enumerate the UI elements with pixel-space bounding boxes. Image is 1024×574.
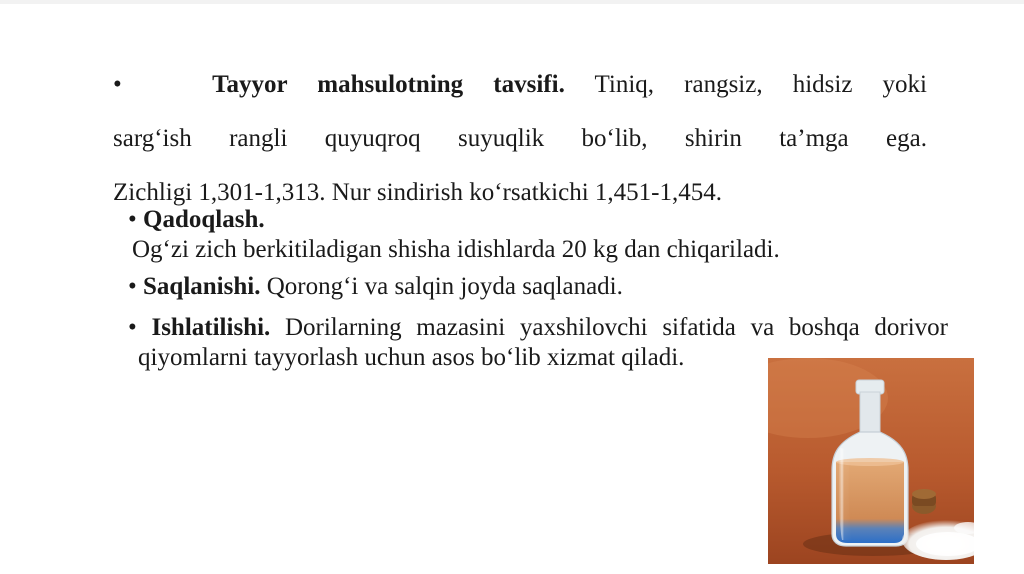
usage-heading: Ishlatilishi. (151, 314, 271, 341)
bullet-marker: • (113, 71, 122, 98)
bullet-description (113, 58, 927, 220)
description-text-1: Tiniq, rangsiz, hidsiz yoki (564, 71, 928, 98)
bullet-marker: • (128, 314, 137, 341)
description-line-1 (113, 58, 927, 112)
bottle-of-syrup-and-sugar-photo (768, 358, 974, 564)
bullet-marker: • (128, 273, 137, 300)
packaging-heading: Qadoqlash. (143, 206, 265, 233)
syrup-bottle-illustration (768, 358, 974, 564)
bullet-packaging (128, 205, 928, 265)
bullet-marker: • (128, 206, 137, 233)
storage-text: Qorong‘i va salqin joyda saqlanadi. (260, 273, 623, 300)
cork (912, 489, 936, 514)
description-heading: Tayyor mahsulotning tavsifi. (212, 71, 565, 98)
description-line-3: Zichligi 1,301-1,313. Nur sindirish ko‘rsatkichi 1,451-1,454. (113, 179, 722, 206)
storage-heading: Saqlanishi. (143, 273, 261, 300)
slide-top-border (0, 0, 1024, 4)
packaging-text: Og‘zi zich berkitiladigan shisha idishlarda 20 kg dan chiqariladi. (132, 236, 780, 263)
usage-text: Dorilarning mazasini yaxshilovchi sifatida va boshqa dorivor qiyomlarni tayyorlash uchun asos bo‘lib xizmat qiladi. (138, 314, 949, 371)
description-line-2: sarg‘ish rangli quyuqroq suyuqlik bo‘lib, shirin ta’mga ega. (113, 125, 927, 152)
packaging-heading-line (128, 205, 928, 235)
bullet-storage (128, 272, 928, 302)
